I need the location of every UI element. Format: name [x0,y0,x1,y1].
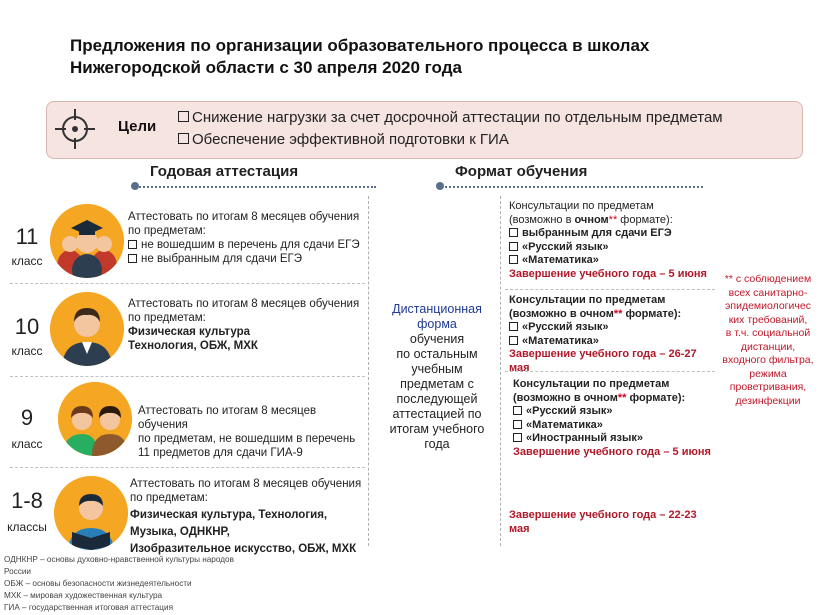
page-title [70,35,770,79]
footnote: России [4,567,31,576]
checkbox-icon [178,111,189,122]
consultations-grades-1-8 [509,509,719,536]
section-format-heading: Формат обучения [455,163,588,180]
consultations-grade-11: Консультации по предметам (возможно в очном** формате): выбранным для сдачи ЕГЭ «Русский язык» «Математика» Завершение учебного года – 5 июня [509,200,719,282]
grade-11-attestation: Аттестовать по итогам 8 месяцев обучения по предметам: не вошедшим в перечень для сдачи ЕГЭ не выбранным для сдачи ЕГЭ [128,211,360,265]
students-pair-avatar-icon [58,382,132,456]
row-divider [505,289,715,290]
grade-number: 1-8 [11,488,43,513]
student-avatar-icon [50,292,124,366]
grade-label: класс [11,437,43,451]
checkbox-icon [513,406,522,415]
footnote: ОБЖ – основы безопасности жизнедеятельности [4,579,192,588]
checkbox-icon [509,336,518,345]
checkbox-icon [128,240,137,249]
year-end-date: Завершение учебного года – 5 июня [509,267,707,280]
checkbox-icon [509,255,518,264]
graduates-avatar-icon [50,204,124,278]
checkbox-icon [509,228,518,237]
year-end-date: Завершение учебного года – 22-23 мая [509,509,697,535]
grade-10-attestation: Аттестовать по итогам 8 месяцев обучения по предметам: Физическая культура Технология, ОБЖ, МХК [128,298,360,352]
grade-number: 11 [15,224,39,249]
checkbox-icon [178,133,189,144]
checkbox-icon [509,242,518,251]
grade-9-attestation: Аттестовать по итогам 8 месяцев обучения по предметам, не вошедшим в перечень 11 предметов для сдачи ГИА-9 [138,405,356,459]
grade-label: класс [11,254,43,268]
grades-1-8-attestation: Аттестовать по итогам 8 месяцев обучения по предметам: Физическая культура, Технология, Музыка, ОДНКНР, Изобразительное искусство, ОБЖ, МХК [130,478,362,555]
row-divider [10,467,365,468]
goal-item: Снижение нагрузки за счет досрочной аттестации по отдельным предметам [178,109,723,126]
checkbox-icon [509,322,518,331]
distance-learning-text: Дистанционная форма обучения по остальным учебным предметам с последующей аттестацией по итогам учебного года [389,302,485,451]
year-end-date: Завершение учебного года – 26-27 мая [509,348,697,374]
section-format-line [441,186,703,188]
target-icon [52,106,98,152]
footnote: МХК – мировая художественная культура [4,591,163,600]
checkbox-icon [128,254,137,263]
grade-label: класс [11,344,43,358]
section-annual-heading: Годовая аттестация [150,163,299,180]
sanitary-note: ** с соблюдением всех санитарно- эпидемиологичес ких требований, в т.ч. социальной дистанции, входного фильтра, режима проветривания, дезинфекции [722,273,814,407]
footnote: ОДНКНР – основы духовно-нравственной культуры народов [4,555,234,564]
grade-label: классы [7,520,47,534]
grade-number: 10 [14,314,40,339]
title-line-1: Предложения по организации образовательного процесса в школах [70,36,650,55]
goals-label: Цели [118,118,157,135]
consultations-grade-9: Консультации по предметам (возможно в очном** формате): «Русский язык» «Математика» «Иностранный язык» Завершение учебного года – 5 июня [513,378,719,460]
section-annual-line [136,186,376,188]
title-line-2: Нижегородской области с 30 апреля 2020 года [70,58,462,77]
year-end-date: Завершение учебного года – 5 июня [513,445,711,458]
grade-number: 9 [20,405,34,430]
column-divider [500,196,501,546]
footnote: ГИА – государственная итоговая аттестация [4,603,174,612]
row-divider [10,376,365,377]
row-divider [10,283,365,284]
checkbox-icon [513,420,522,429]
consultations-grade-10: Консультации по предметам (возможно в очном** формате): «Русский язык» «Математика» Завершение учебного года – 26-27 мая [509,294,719,376]
reading-student-avatar-icon [54,476,128,550]
checkbox-icon [513,433,522,442]
goal-item: Обеспечение эффективной подготовки к ГИА [178,131,509,148]
